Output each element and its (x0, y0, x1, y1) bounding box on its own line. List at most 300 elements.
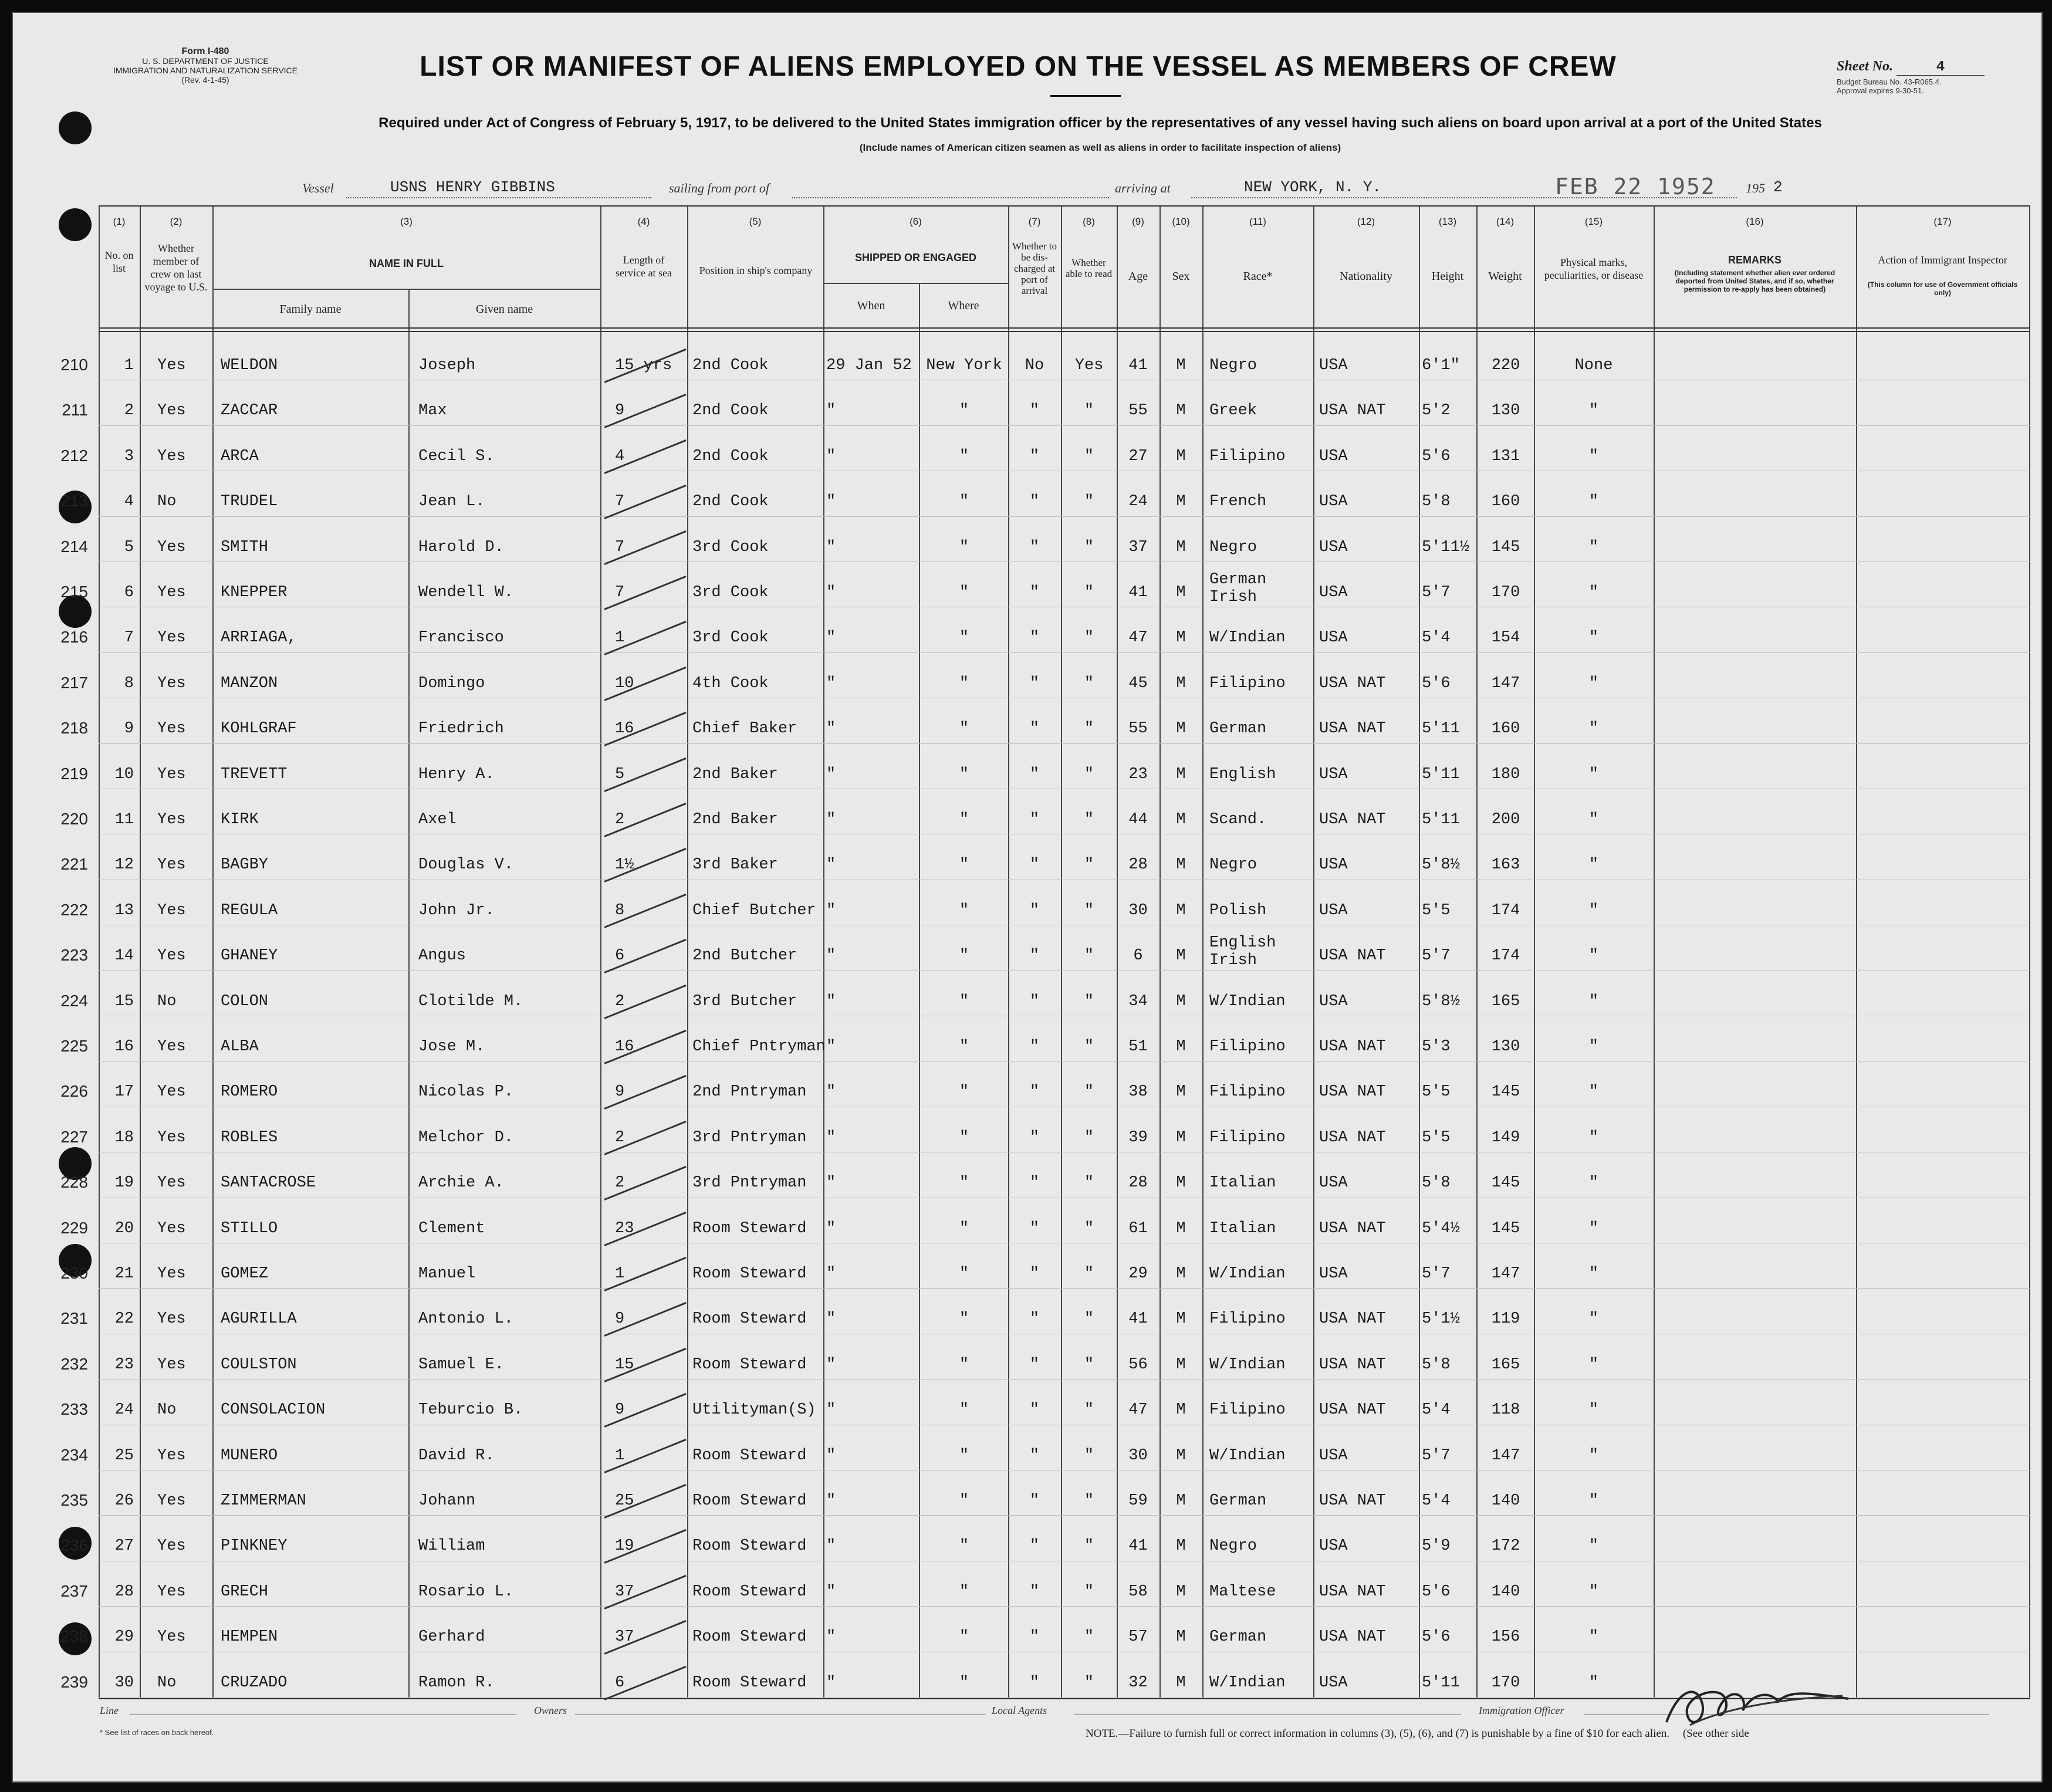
header-length-service: Length of service at sea (616, 254, 672, 279)
row-rule (99, 1515, 2030, 1516)
cell-age: 59 (1128, 1492, 1148, 1510)
form-number: Form I-480 (181, 46, 229, 56)
cell-discharged: " (1029, 538, 1040, 556)
cell-discharged: " (1029, 674, 1040, 692)
cell-last-voyage: Yes (157, 1492, 186, 1510)
cell-nationality: USA (1319, 1265, 1348, 1283)
header-separator (99, 327, 2030, 332)
cell-position: Room Steward (692, 1583, 807, 1601)
cell-nationality: USA (1319, 1537, 1348, 1556)
cell-where: " (959, 447, 969, 465)
cell-discharged: " (1029, 947, 1040, 965)
cell-position: 2nd Cook (692, 493, 769, 511)
header-action-inspector: Action of Immigrant Inspector (1878, 254, 2007, 266)
cell-sex: M (1176, 720, 1186, 738)
cell-marks: " (1588, 447, 1599, 465)
cell-where: " (959, 947, 969, 965)
cell-when: " (826, 629, 836, 647)
subtitle: Required under Act of Congress of February 5, 1917, to be delivered to the United States immigration officer by the representatives of any vessel having such aliens on board upon arrival at a port of the United States (378, 115, 1822, 131)
cell-position: 3rd Cook (692, 538, 769, 556)
cell-race: Negro (1209, 856, 1257, 874)
cell-marks: " (1588, 1446, 1599, 1465)
cell-service: 10 (615, 674, 634, 692)
cell-read: " (1084, 1492, 1094, 1510)
cell-when: " (826, 992, 836, 1010)
row-reference-number: 237 (60, 1581, 88, 1600)
cell-age: 34 (1128, 992, 1148, 1010)
year-label: 195 (1746, 181, 1765, 195)
row-rule (99, 652, 2030, 653)
cell-weight: 200 (1491, 811, 1520, 829)
cell-sex: M (1176, 1128, 1186, 1147)
cell-read: " (1084, 1083, 1094, 1101)
cell-position: 3rd Cook (692, 629, 769, 647)
cell-last-voyage: Yes (157, 402, 186, 420)
sailing-label: sailing from port of (669, 181, 769, 195)
row-reference-number: 230 (60, 1264, 88, 1282)
cell-race: German (1209, 1492, 1267, 1510)
cell-sex: M (1176, 584, 1186, 601)
cell-weight: 145 (1491, 1174, 1520, 1192)
header-sex: Sex (1172, 270, 1190, 283)
sheet-label: Sheet No. (1837, 59, 1893, 74)
include-note: (Include names of American citizen seamen as well as aliens in order to facilitate inspection of aliens) (859, 142, 1341, 153)
cell-race: Filipino (1209, 1310, 1286, 1328)
cell-last-voyage: Yes (157, 1038, 186, 1056)
cell-where: " (959, 1583, 969, 1601)
cell-discharged: " (1029, 1174, 1040, 1192)
cell-discharged: " (1029, 629, 1040, 647)
col-num-3: (3) (400, 216, 413, 227)
cell-race: W/Indian (1209, 629, 1286, 647)
col-divider (823, 207, 824, 1698)
cell-family-name: ROBLES (221, 1128, 278, 1147)
cell-given-name: Henry A. (418, 765, 495, 783)
cell-nationality: USA (1319, 357, 1348, 374)
cell-when: " (826, 811, 836, 829)
cell-read: " (1084, 629, 1094, 647)
cell-height: 5'8 (1422, 1174, 1451, 1192)
cell-where: " (959, 992, 969, 1010)
footer-line-label: Line (100, 1705, 119, 1716)
cell-when: " (826, 720, 836, 738)
cell-nationality: USA (1319, 538, 1348, 556)
cell-when: " (826, 1310, 836, 1328)
cell-discharged: " (1029, 720, 1040, 738)
cell-marks: " (1588, 493, 1599, 511)
cell-marks: " (1588, 720, 1599, 738)
cell-no: 2 (124, 402, 134, 420)
cell-discharged: " (1029, 1310, 1040, 1328)
row-rule (99, 1606, 2030, 1607)
cell-discharged: " (1029, 1446, 1040, 1465)
cell-read: " (1084, 1174, 1094, 1192)
cell-no: 23 (114, 1355, 134, 1374)
cell-discharged: " (1029, 901, 1040, 919)
header-name-in-full: NAME IN FULL (369, 258, 444, 269)
cell-race: Filipino (1209, 674, 1286, 692)
cell-sex: M (1176, 1628, 1186, 1646)
shipped-subheader-rule (823, 283, 1008, 284)
col-num-17: (17) (1933, 216, 1952, 227)
row-reference-number: 222 (60, 900, 88, 919)
cell-nationality: USA (1319, 992, 1348, 1010)
cell-height: 5'4 (1422, 1401, 1451, 1419)
cell-no: 29 (114, 1628, 134, 1646)
cell-marks: " (1588, 402, 1599, 420)
sailing-dotline (792, 197, 1109, 198)
cell-position: Room Steward (692, 1265, 807, 1283)
cell-discharged: " (1029, 493, 1040, 511)
cell-when: " (826, 1673, 836, 1692)
cell-age: 28 (1128, 1174, 1148, 1192)
cell-no: 5 (124, 538, 134, 556)
cell-position: Utilityman(S) (692, 1401, 816, 1419)
cell-race: German (1209, 1628, 1267, 1646)
cell-race: W/Indian (1209, 1355, 1286, 1374)
cell-when: " (826, 1628, 836, 1646)
cell-marks: " (1588, 1673, 1599, 1692)
cell-given-name: Angus (418, 947, 466, 965)
cell-given-name: Manuel (418, 1265, 476, 1283)
row-reference-number: 218 (60, 719, 88, 738)
cell-service: 2 (615, 992, 625, 1010)
punch-hole (59, 208, 92, 241)
cell-where: " (959, 1492, 969, 1510)
header-height: Height (1431, 270, 1464, 283)
cell-sex: M (1176, 811, 1186, 829)
cell-weight: 147 (1491, 674, 1520, 692)
header-age: Age (1128, 270, 1148, 283)
cell-service: 2 (615, 811, 625, 829)
approval-expiry: Approval expires 9-30-51. (1837, 86, 1924, 95)
cell-age: 39 (1128, 1128, 1148, 1147)
penalty-note (1086, 1727, 1749, 1740)
cell-service: 2 (615, 1174, 625, 1192)
cell-given-name: Jose M. (418, 1038, 485, 1056)
row-reference-number: 224 (60, 991, 88, 1010)
header-position: Position in ship's company (699, 265, 813, 276)
cell-discharged: " (1029, 1673, 1040, 1692)
cell-where: " (959, 720, 969, 738)
cell-when: " (826, 1265, 836, 1283)
cell-sex: M (1176, 357, 1186, 374)
cell-age: 30 (1128, 1446, 1148, 1465)
cell-no: 9 (124, 720, 134, 738)
cell-race: Italian (1209, 1174, 1276, 1192)
cell-sex: M (1176, 402, 1186, 420)
cell-weight: 163 (1491, 856, 1520, 874)
cell-where: " (959, 856, 969, 874)
cell-position: 3rd Butcher (692, 992, 797, 1010)
cell-read: " (1084, 493, 1094, 511)
cell-sex: M (1176, 1219, 1186, 1238)
cell-marks: " (1588, 765, 1599, 783)
cell-service: 7 (615, 584, 625, 601)
cell-when: " (826, 856, 836, 874)
col-num-6: (6) (910, 216, 922, 227)
cell-height: 5'3 (1422, 1038, 1451, 1056)
cell-last-voyage: Yes (157, 1583, 186, 1601)
col-num-16: (16) (1746, 216, 1764, 227)
cell-read: " (1084, 765, 1094, 783)
cell-marks: None (1574, 357, 1613, 374)
cell-given-name: Jean L. (418, 493, 485, 511)
cell-height: 5'8½ (1422, 856, 1460, 874)
row-reference-number: 234 (60, 1445, 88, 1464)
cell-sex: M (1176, 674, 1186, 692)
cell-age: 55 (1128, 402, 1148, 420)
cell-given-name: Axel (418, 811, 457, 829)
service: IMMIGRATION AND NATURALIZATION SERVICE (113, 66, 298, 75)
cell-weight: 160 (1491, 493, 1520, 511)
col-num-10: (10) (1172, 216, 1190, 227)
cell-when: " (826, 674, 836, 692)
col-num-14: (14) (1496, 216, 1515, 227)
cell-age: 41 (1128, 1537, 1148, 1556)
budget-info (1837, 77, 2030, 95)
cell-race: Filipino (1209, 1401, 1286, 1419)
cell-weight: 140 (1491, 1583, 1520, 1601)
cell-marks: " (1588, 1083, 1599, 1101)
cell-read: " (1084, 674, 1094, 692)
col-num-1: (1) (113, 216, 126, 227)
cell-family-name: CONSOLACION (221, 1401, 326, 1419)
cell-given-name: Gerhard (418, 1628, 485, 1646)
cell-age: 41 (1128, 584, 1148, 601)
cell-race: W/Indian (1209, 1265, 1286, 1283)
cell-service: 6 (615, 947, 625, 965)
cell-when: " (826, 402, 836, 420)
cell-nationality: USA NAT (1319, 1038, 1386, 1056)
row-reference-number: 210 (60, 356, 88, 374)
cell-marks: " (1588, 1310, 1599, 1328)
row-reference-number: 229 (60, 1218, 88, 1237)
cell-read: " (1084, 584, 1094, 601)
col-num-2: (2) (170, 216, 182, 227)
cell-discharged: No (1025, 357, 1044, 374)
cell-race: Negro (1209, 1537, 1257, 1556)
cell-family-name: ROMERO (221, 1083, 278, 1101)
row-reference-number: 215 (60, 583, 88, 601)
cell-last-voyage: Yes (157, 629, 186, 647)
cell-nationality: USA (1319, 629, 1348, 647)
cell-weight: 174 (1491, 947, 1520, 965)
cell-weight: 145 (1491, 538, 1520, 556)
cell-no: 11 (114, 811, 134, 829)
cell-height: 5'6 (1422, 1583, 1451, 1601)
cell-given-name: Johann (418, 1492, 476, 1510)
date-stamp: FEB 22 1952 (1555, 174, 1716, 200)
cell-age: 6 (1133, 947, 1143, 965)
cell-discharged: " (1029, 584, 1040, 601)
cell-where: " (959, 629, 969, 647)
cell-given-name: Samuel E. (418, 1355, 504, 1374)
cell-nationality: USA (1319, 856, 1348, 874)
cell-given-name: Joseph (418, 357, 476, 374)
cell-sex: M (1176, 1583, 1186, 1601)
cell-given-name: Antonio L. (418, 1310, 514, 1328)
cell-given-name: Archie A. (418, 1174, 504, 1192)
cell-service: 15 yrs (615, 357, 672, 374)
cell-no: 13 (114, 901, 134, 919)
cell-read: " (1084, 1265, 1094, 1283)
col-divider (1313, 207, 1314, 1698)
row-reference-number: 223 (60, 946, 88, 965)
cell-where: " (959, 584, 969, 601)
row-reference-number: 216 (60, 628, 88, 647)
cell-height: 5'7 (1422, 584, 1451, 601)
cell-read: " (1084, 538, 1094, 556)
header-able-to-read: Whether able to read (1065, 257, 1113, 279)
cell-marks: " (1588, 1537, 1599, 1556)
col-num-15: (15) (1584, 216, 1603, 227)
cell-sex: M (1176, 992, 1186, 1010)
cell-nationality: USA (1319, 584, 1348, 601)
cell-service: 7 (615, 493, 625, 511)
cell-service: 9 (615, 1083, 625, 1101)
cell-position: Chief Butcher (692, 901, 816, 919)
cell-read: " (1084, 720, 1094, 738)
cell-where: " (959, 811, 969, 829)
cell-last-voyage: Yes (157, 901, 186, 919)
cell-given-name: Douglas V. (418, 856, 514, 874)
cell-discharged: " (1029, 402, 1040, 420)
cell-race: Filipino (1209, 1128, 1286, 1147)
row-reference-number: 235 (60, 1491, 88, 1509)
header-weight: Weight (1488, 270, 1522, 283)
cell-height: 5'4 (1422, 1492, 1451, 1510)
cell-sex: M (1176, 1083, 1186, 1101)
cell-read: " (1084, 947, 1094, 965)
cell-service: 8 (615, 901, 625, 919)
cell-marks: " (1588, 1583, 1599, 1601)
cell-family-name: KNEPPER (221, 584, 288, 601)
cell-discharged: " (1029, 447, 1040, 465)
cell-position: 2nd Cook (692, 402, 769, 420)
row-reference-number: 221 (60, 855, 88, 874)
cell-given-name: Clotilde M. (418, 992, 523, 1010)
cell-service: 15 (615, 1355, 634, 1374)
cell-sex: M (1176, 856, 1186, 874)
cell-where: " (959, 1128, 969, 1147)
row-reference-number: 236 (60, 1536, 88, 1555)
cell-last-voyage: Yes (157, 1265, 186, 1283)
cell-weight: 130 (1491, 1038, 1520, 1056)
row-reference-number: 238 (60, 1627, 88, 1646)
cell-age: 29 (1128, 1265, 1148, 1283)
cell-family-name: ARCA (221, 447, 259, 465)
cell-last-voyage: Yes (157, 1355, 186, 1374)
row-rule (99, 1288, 2030, 1289)
cell-age: 51 (1128, 1038, 1148, 1056)
cell-when: " (826, 1537, 836, 1556)
sheet-number-value: 4 (1897, 59, 1985, 76)
cell-age: 38 (1128, 1083, 1148, 1101)
year-digit: 2 (1773, 178, 1783, 196)
cell-read: " (1084, 1673, 1094, 1692)
cell-family-name: BAGBY (221, 856, 269, 874)
cell-weight: 145 (1491, 1219, 1520, 1238)
cell-read: " (1084, 1355, 1094, 1374)
cell-nationality: USA (1319, 901, 1348, 919)
arriving-port: NEW YORK, N. Y. (1244, 178, 1382, 196)
cell-position: Room Steward (692, 1219, 807, 1238)
col-num-4: (4) (637, 216, 650, 227)
cell-when: " (826, 493, 836, 511)
row-reference-number: 212 (60, 446, 88, 465)
cell-marks: " (1588, 1038, 1599, 1056)
row-reference-number: 233 (60, 1400, 88, 1419)
col-divider (212, 207, 214, 1698)
cell-discharged: " (1029, 811, 1040, 829)
cell-marks: " (1588, 1128, 1599, 1147)
cell-height: 5'7 (1422, 947, 1451, 965)
col-divider (99, 207, 100, 1698)
cell-position: Room Steward (692, 1310, 807, 1328)
cell-family-name: SMITH (221, 538, 269, 556)
cell-position: Room Steward (692, 1537, 807, 1556)
cell-last-voyage: Yes (157, 447, 186, 465)
cell-age: 45 (1128, 674, 1148, 692)
arriving-label: arriving at (1115, 181, 1171, 195)
cell-race: W/Indian (1209, 1446, 1286, 1465)
cell-sex: M (1176, 1673, 1186, 1692)
cell-position: 3rd Pntryman (692, 1128, 807, 1147)
penalty-text: NOTE.—Failure to furnish full or correct information in columns (3), (5), (6), and (7) is punishable by a fine of $10 for each alien. (1086, 1727, 1670, 1740)
header-given-name: Given name (475, 303, 533, 316)
cell-nationality: USA NAT (1319, 1583, 1386, 1601)
cell-race: Maltese (1209, 1583, 1276, 1601)
cell-discharged: " (1029, 1265, 1040, 1283)
cell-read: Yes (1074, 357, 1104, 374)
cell-when: 29 Jan 52 (826, 357, 912, 374)
cell-when: " (826, 1083, 836, 1101)
cell-family-name: GHANEY (221, 947, 278, 965)
cell-nationality: USA NAT (1319, 1401, 1386, 1419)
cell-sex: M (1176, 447, 1186, 465)
department: U. S. DEPARTMENT OF JUSTICE (142, 56, 269, 66)
cell-family-name: KOHLGRAF (221, 720, 297, 738)
cell-weight: 131 (1491, 447, 1520, 465)
revision: (Rev. 4-1-45) (181, 75, 229, 84)
cell-service: 7 (615, 538, 625, 556)
header-no-on-list: No. on list (104, 249, 134, 274)
races-footnote: * See list of races on back hereof. (100, 1728, 214, 1737)
cell-family-name: ALBA (221, 1038, 259, 1056)
cell-marks: " (1588, 947, 1599, 965)
cell-position: 2nd Butcher (692, 947, 797, 965)
col-divider (408, 289, 410, 1698)
cell-weight: 174 (1491, 901, 1520, 919)
cell-read: " (1084, 992, 1094, 1010)
cell-service: 1 (615, 629, 625, 647)
cell-sex: M (1176, 901, 1186, 919)
cell-service: 5 (615, 765, 625, 783)
cell-age: 24 (1128, 493, 1148, 511)
cell-family-name: TRUDEL (221, 493, 278, 511)
cell-discharged: " (1029, 1355, 1040, 1374)
cell-race: German (1209, 720, 1267, 738)
cell-nationality: USA NAT (1319, 1310, 1386, 1328)
cell-last-voyage: Yes (157, 674, 186, 692)
header-physical-marks: Physical marks, peculiarities, or disease (1544, 256, 1644, 281)
cell-given-name: Melchor D. (418, 1128, 514, 1147)
cell-position: 2nd Cook (692, 447, 769, 465)
cell-age: 55 (1128, 720, 1148, 738)
cell-last-voyage: Yes (157, 538, 186, 556)
cell-age: 28 (1128, 856, 1148, 874)
